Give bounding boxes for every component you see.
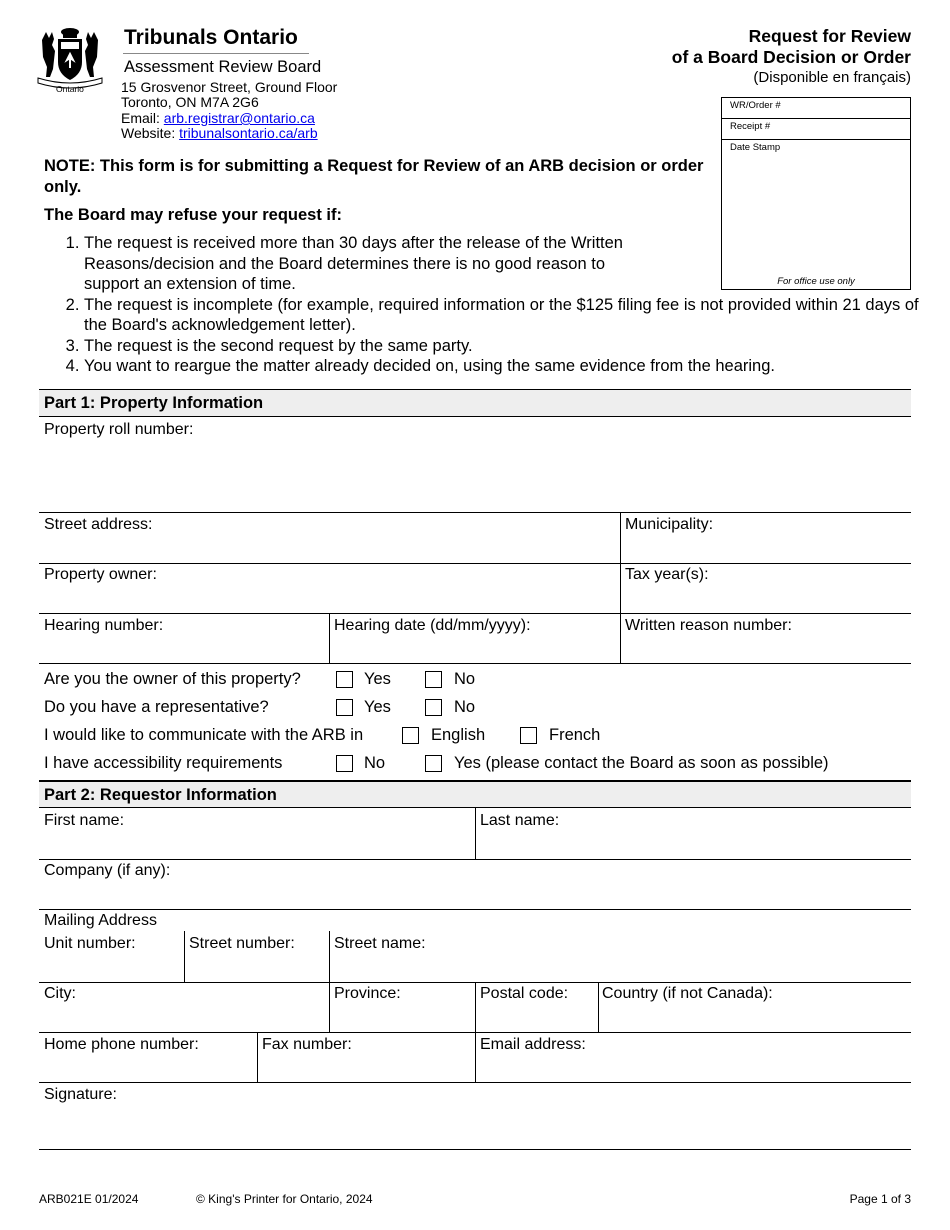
signature-field[interactable] (39, 1083, 911, 1149)
first-name-field[interactable] (39, 808, 475, 859)
date-stamp-field: Date Stamp (730, 142, 781, 153)
signature-label: Signature: (44, 1086, 117, 1103)
country-label: Country (if not Canada): (602, 985, 773, 1002)
fax-field[interactable] (258, 1033, 475, 1082)
row-divider (39, 1149, 911, 1150)
tax-years-label: Tax year(s): (625, 566, 709, 583)
street-name-field[interactable] (330, 931, 911, 982)
rep-no-label: No (454, 698, 476, 716)
municipality-label: Municipality: (625, 516, 714, 533)
owner-yes-checkbox[interactable] (336, 671, 353, 688)
french-availability: (Disponible en français) (753, 69, 911, 86)
part2-header (39, 780, 911, 808)
refusal-reason: 2. The request is incomplete (for example, required information or the $125 filing fee is not provided within 21 days of the Board's acknowledgement letter). (84, 295, 944, 336)
form-code: ARB021E 01/2024 (39, 1192, 139, 1206)
part1-title: Part 1: Property Information (44, 394, 264, 412)
owner-question: Are you the owner of this property? (44, 670, 301, 688)
tax-years-field[interactable] (621, 564, 911, 613)
org-divider (123, 53, 309, 54)
street-number-field[interactable] (185, 931, 329, 982)
home-phone-field[interactable] (39, 1033, 257, 1082)
wr-order-field: WR/Order # (722, 98, 910, 119)
receipt-field: Receipt # (722, 119, 910, 140)
street-address-label: Street address: (44, 516, 153, 533)
street-name-label: Street name: (334, 935, 426, 952)
rep-no-checkbox[interactable] (425, 699, 442, 716)
last-name-label: Last name: (480, 812, 560, 829)
board-name: Assessment Review Board (124, 58, 322, 76)
refusal-reason: 3. The request is the second request by the same party. (84, 336, 944, 357)
rep-yes-checkbox[interactable] (336, 699, 353, 716)
email-line (121, 110, 315, 126)
owner-yes-label: Yes (364, 670, 391, 688)
rep-yes-label: Yes (364, 698, 391, 716)
company-label: Company (if any): (44, 862, 171, 879)
row-divider (39, 909, 911, 910)
owner-no-label: No (454, 670, 476, 688)
part2-title: Part 2: Requestor Information (44, 786, 277, 804)
property-owner-label: Property owner: (44, 566, 157, 583)
page-number: Page 1 of 3 (849, 1192, 911, 1206)
lang-french-checkbox[interactable] (520, 727, 537, 744)
form-title (672, 26, 911, 68)
street-number-label: Street number: (189, 935, 295, 952)
org-name: Tribunals Ontario (124, 26, 298, 49)
lang-french-label: French (549, 726, 601, 744)
email-address-field[interactable] (476, 1033, 911, 1082)
unit-number-label: Unit number: (44, 935, 136, 952)
access-no-label: No (364, 754, 386, 772)
roll-number-label: Property roll number: (44, 421, 194, 438)
first-name-label: First name: (44, 812, 125, 829)
owner-no-checkbox[interactable] (425, 671, 442, 688)
province-label: Province: (334, 985, 401, 1002)
written-reason-label: Written reason number: (625, 617, 792, 634)
crest-caption: Ontario (56, 84, 84, 94)
website-label: Website: (121, 125, 180, 141)
unit-number-field[interactable] (39, 931, 184, 982)
mailing-address-label: Mailing Address (44, 912, 157, 929)
last-name-field[interactable] (476, 808, 911, 859)
city-field[interactable] (39, 983, 329, 1032)
postal-code-field[interactable] (476, 983, 598, 1032)
website-line (121, 125, 318, 141)
access-no-checkbox[interactable] (336, 755, 353, 772)
hearing-date-field[interactable] (330, 614, 620, 663)
address-line1: 15 Grosvenor Street, Ground Floor (121, 79, 338, 95)
refuse-heading: The Board may refuse your request if: (44, 206, 342, 224)
city-label: City: (44, 985, 76, 1002)
written-reason-field[interactable] (621, 614, 911, 663)
lang-english-checkbox[interactable] (402, 727, 419, 744)
fax-label: Fax number: (262, 1036, 352, 1053)
email-label: Email: (121, 110, 164, 126)
country-field[interactable] (599, 983, 911, 1032)
representative-question: Do you have a representative? (44, 698, 269, 716)
hearing-number-label: Hearing number: (44, 617, 164, 634)
copyright: © King's Printer for Ontario, 2024 (196, 1192, 373, 1206)
postal-code-label: Postal code: (480, 985, 569, 1002)
municipality-field[interactable] (621, 513, 911, 563)
office-use-note: For office use only (777, 276, 855, 287)
form-note: NOTE: This form is for submitting a Request for Review of an ARB decision or order only. (44, 157, 704, 196)
address-line2: Toronto, ON M7A 2G6 (121, 94, 259, 110)
refusal-reasons-list (44, 233, 944, 377)
company-field[interactable] (39, 860, 911, 909)
lang-english-label: English (431, 726, 486, 744)
form-title-line1: Request for Review (748, 26, 911, 46)
street-address-field[interactable] (39, 513, 620, 563)
refusal-reason: 1. The request is received more than 30 days after the release of the Written Reasons/decision and the Board determines there is no good reason to support an extension of time. (84, 233, 664, 295)
property-owner-field[interactable] (39, 564, 620, 613)
home-phone-label: Home phone number: (44, 1036, 199, 1053)
hearing-date-label: Hearing date (dd/mm/yyyy): (334, 617, 531, 634)
website-link[interactable]: tribunalsontario.ca/arb (179, 125, 318, 141)
email-link[interactable]: arb.registrar@ontario.ca (163, 110, 315, 126)
row-divider (39, 663, 911, 664)
accessibility-question: I have accessibility requirements (44, 754, 283, 772)
language-question: I would like to communicate with the ARB in (44, 726, 364, 744)
form-title-line2: of a Board Decision or Order (671, 47, 911, 67)
access-yes-label: Yes (please contact the Board as soon as possible) (454, 754, 829, 772)
province-field[interactable] (330, 983, 475, 1032)
access-yes-checkbox[interactable] (425, 755, 442, 772)
roll-number-field[interactable] (39, 417, 911, 512)
part1-header (39, 389, 911, 417)
hearing-number-field[interactable] (39, 614, 329, 663)
refusal-reason: 4. You want to reargue the matter already decided on, using the same evidence from the hearing. (84, 356, 944, 377)
email-address-label: Email address: (480, 1036, 586, 1053)
